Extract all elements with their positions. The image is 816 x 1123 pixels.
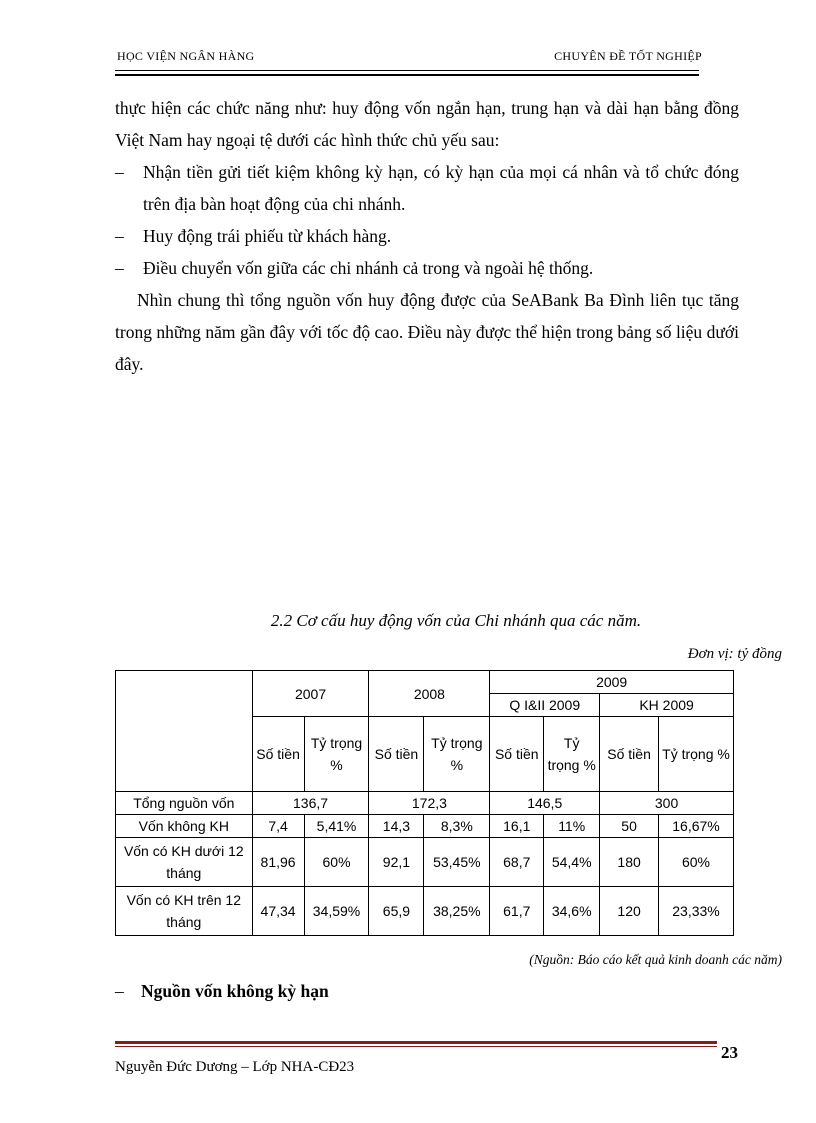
table-cell: 81,96 [252,838,304,887]
bullet-item [115,156,739,220]
column-header-share: Tỷ trọng % [304,717,369,792]
bullet-item [115,220,739,252]
table-cell: 60% [659,838,734,887]
bullet-dash: – [115,226,124,246]
column-header-share: Tỷ trọng % [424,717,490,792]
paragraph-intro: thực hiện các chức năng như: huy động vốn ngắn hạn, trung hạn và dài hạn bằng đồng Việt Nam hay ngoại tệ dưới các hình thức chủ yếu sau: [115,98,739,150]
bullet-dash: – [115,162,124,182]
header-rule-thick [115,74,699,76]
table-row [116,792,734,815]
bullet-dash: – [115,981,124,1001]
column-header-amount: Số tiền [600,717,659,792]
footer-author: Nguyễn Đức Dương – Lớp NHA-CĐ23 [115,1059,355,1075]
header-empty-cell [116,671,253,792]
table-cell: 120 [600,887,659,936]
column-header-share: Tỷ trọng % [659,717,734,792]
paragraph-summary: Nhìn chung thì tổng nguồn vốn huy động được của SeABank Ba Đình liên tục tăng trong những năm gần đây với tốc độ cao. Điều này được thể hiện trong bảng số liệu dưới đây. [115,290,739,374]
bullet-text: Nhận tiền gửi tiết kiệm không kỳ hạn, có kỳ hạn của mọi cá nhân và tổ chức đóng trên địa bàn hoạt động của chi nhánh. [143,162,739,214]
table-cell: 47,34 [252,887,304,936]
table-cell: 60% [304,838,369,887]
table-unit: Đơn vị: tỷ đồng [687,646,782,662]
table-cell: 34,59% [304,887,369,936]
row-label: Vốn có KH dưới 12 tháng [116,838,253,887]
bullet-text: Điều chuyển vốn giữa các chi nhánh cả trong và ngoài hệ thống. [143,258,594,278]
table-cell: 92,1 [369,838,424,887]
footer-rule-thin [115,1046,717,1047]
table-cell: 68,7 [490,838,544,887]
table-cell: 8,3% [424,815,490,838]
capital-structure-table [115,670,734,936]
row-label: Vốn có KH trên 12 tháng [116,887,253,936]
header-left: HỌC VIỆN NGÂN HÀNG [117,49,255,63]
bullet-dash: – [115,258,124,278]
table-cell: 50 [600,815,659,838]
section-heading-text: Nguồn vốn không kỳ hạn [141,981,329,1001]
column-header-amount: Số tiền [252,717,304,792]
subperiod-header: Q I&II 2009 [490,694,600,717]
footer-rule [115,1041,717,1044]
column-header-amount: Số tiền [369,717,424,792]
table-cell: 300 [600,792,734,815]
table-cell: 172,3 [369,792,490,815]
page-number: 23 [721,1043,738,1062]
column-header-amount: Số tiền [490,717,544,792]
table-cell: 11% [544,815,600,838]
bullet-item [115,252,739,284]
header-right: CHUYÊN ĐỀ TỐT NGHIỆP [554,49,702,63]
table-cell: 53,45% [424,838,490,887]
bullet-text: Huy động trái phiếu từ khách hàng. [143,226,392,246]
table-cell: 54,4% [544,838,600,887]
table-cell: 136,7 [252,792,369,815]
section-heading [115,981,329,1002]
row-label: Tổng nguồn vốn [116,792,253,815]
column-header-share: Tỷ trọng % [544,717,600,792]
table-cell: 16,1 [490,815,544,838]
table-cell: 14,3 [369,815,424,838]
year-header: 2007 [252,671,369,717]
table-row [116,838,734,887]
table-row [116,815,734,838]
table-cell: 23,33% [659,887,734,936]
table-cell: 16,67% [659,815,734,838]
table-cell: 34,6% [544,887,600,936]
table-row [116,887,734,936]
table-title: 2.2 Cơ cấu huy động vốn của Chi nhánh qua các năm. [270,611,642,630]
table-source: (Nguồn: Báo cáo kết quả kinh doanh các năm) [529,952,782,967]
body-text [115,92,739,380]
year-header: 2009 [490,671,734,694]
table-cell: 7,4 [252,815,304,838]
table-cell: 180 [600,838,659,887]
header-rule [115,70,699,71]
table-cell: 5,41% [304,815,369,838]
subperiod-header: KH 2009 [600,694,734,717]
table-cell: 65,9 [369,887,424,936]
table-cell: 38,25% [424,887,490,936]
row-label: Vốn không KH [116,815,253,838]
table-cell: 61,7 [490,887,544,936]
table-cell: 146,5 [490,792,600,815]
year-header: 2008 [369,671,490,717]
